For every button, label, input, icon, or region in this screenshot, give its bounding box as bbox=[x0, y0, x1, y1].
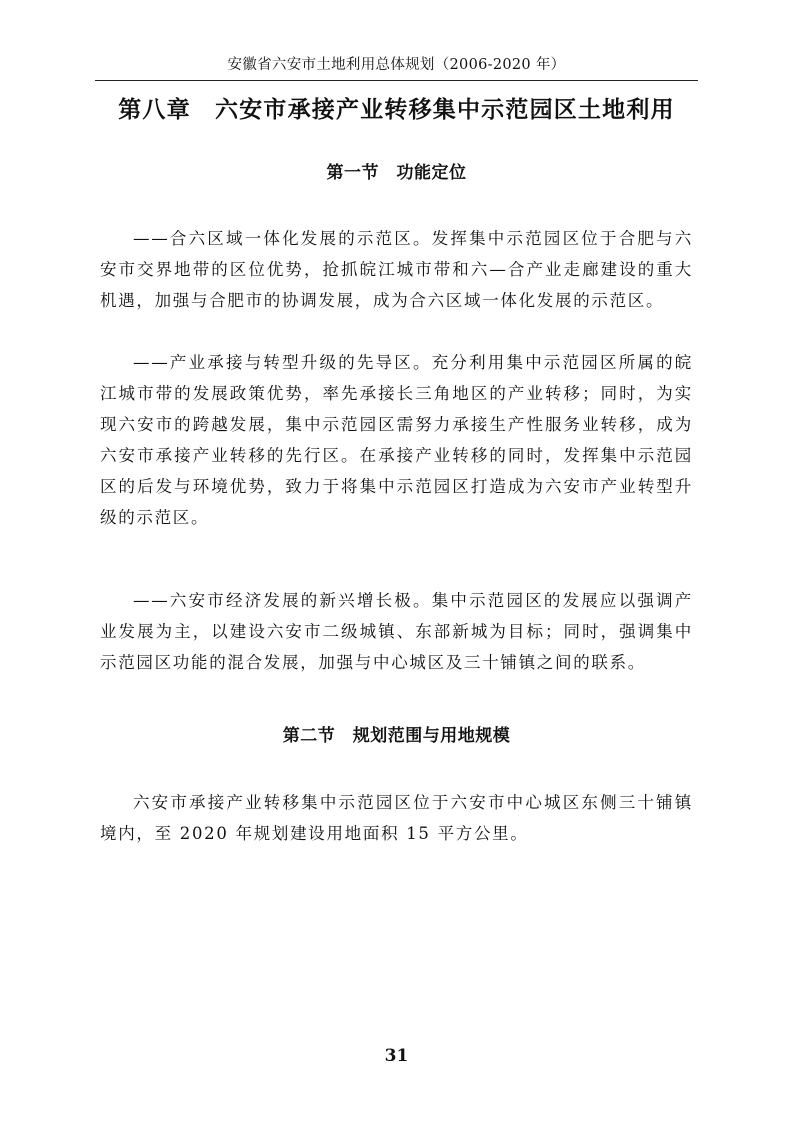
paragraph-planning-scope: 六安市承接产业转移集中示范园区位于六安市中心城区东侧三十铺镇境内，至 2020 年规划建设用地面积 15 平方公里。 bbox=[100, 793, 693, 843]
running-header: 安徽省六安市土地利用总体规划（2006-2020 年） bbox=[95, 55, 698, 81]
section-title-planning-scope: 第二节 规划范围与用地规模 bbox=[282, 726, 511, 746]
paragraph-industry-transfer-pilot: ——产业承接与转型升级的先导区。充分利用集中示范园区所属的皖江城市带的发展政策优势，率先承接长三角地区的产业转移；同时，为实现六安市的跨越发展，集中示范园区需努力承接生产性服务业转移，成为六安市承接产业转移的先行区。在承接产业转移的同时，发挥集中示范园区的后发与环境优势，致力于将集中示范园区打造成为六安市产业转型升级的示范区。 bbox=[100, 353, 693, 527]
section-title-function-positioning: 第一节 功能定位 bbox=[326, 163, 467, 183]
paragraph-growth-pole: ——六安市经济发展的新兴增长极。集中示范园区的发展应以强调产业发展为主，以建设六安市二级城镇、东部新城为目标；同时，强调集中示范园区功能的混合发展，加强与中心城区及三十铺镇之间的联系。 bbox=[100, 591, 693, 672]
paragraph-hefei-lu-an-integration: ——合六区域一体化发展的示范区。发挥集中示范园区位于合肥与六安市交界地带的区位优势，抢抓皖江城市带和六—合产业走廊建设的重大机遇，加强与合肥市的协调发展，成为合六区域一体化发展的示范区。 bbox=[100, 229, 693, 310]
chapter-title: 第八章 六安市承接产业转移集中示范园区土地利用 bbox=[118, 97, 675, 123]
page-number: 31 bbox=[384, 1046, 409, 1066]
